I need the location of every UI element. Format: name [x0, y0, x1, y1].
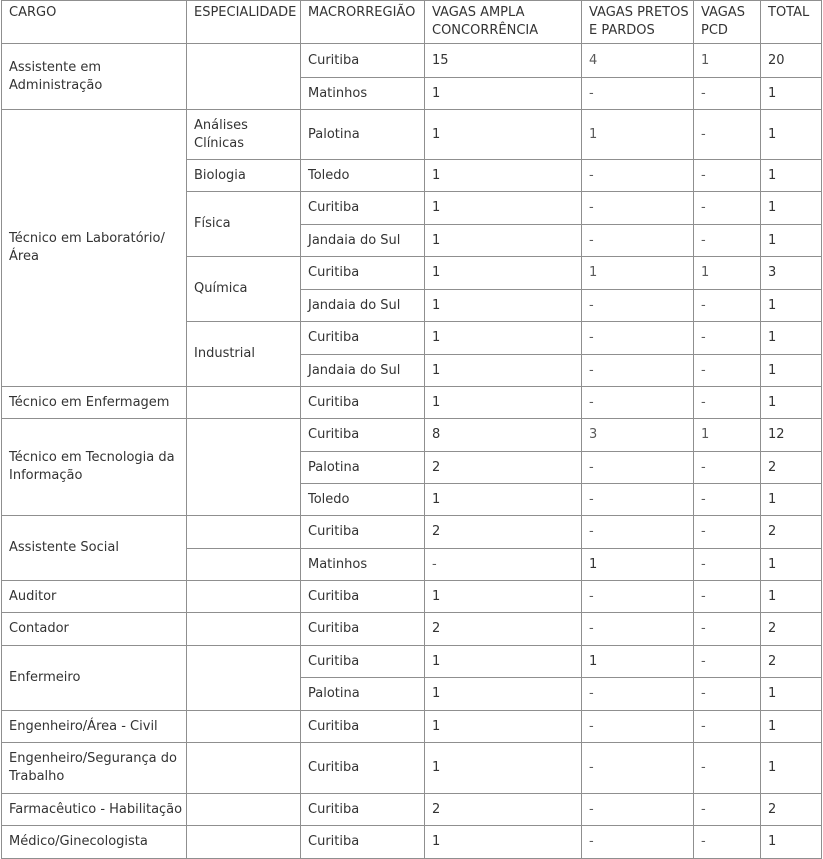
pretos-cell: - [582, 452, 694, 484]
especialidade-cell: Industrial [187, 322, 301, 387]
macro-cell: Jandaia do Sul [301, 225, 425, 257]
pcd-cell: - [694, 794, 761, 826]
table-row [2, 44, 822, 78]
pcd-cell: - [694, 192, 761, 225]
macro-cell: Palotina [301, 452, 425, 484]
header-total: TOTAL [761, 1, 822, 44]
ampla-cell: 1 [425, 290, 582, 322]
table-row [2, 387, 822, 419]
especialidade-cell [187, 549, 301, 581]
total-cell: 1 [761, 355, 822, 387]
ampla-cell: 1 [425, 646, 582, 678]
total-cell: 1 [761, 160, 822, 192]
pcd-cell: 1 [694, 44, 761, 78]
total-cell: 20 [761, 44, 822, 78]
especialidade-cell [187, 794, 301, 826]
macro-cell: Matinhos [301, 549, 425, 581]
total-cell: 1 [761, 110, 822, 160]
table-row [2, 419, 822, 452]
cargo-cell: Auditor [2, 581, 187, 613]
pcd-cell: - [694, 581, 761, 613]
pretos-cell: - [582, 581, 694, 613]
macro-cell: Toledo [301, 484, 425, 516]
pcd-cell: - [694, 355, 761, 387]
ampla-cell: 8 [425, 419, 582, 452]
table-row [2, 826, 822, 859]
cargo-cell: Engenheiro/Segurança do Trabalho [2, 743, 187, 794]
pcd-cell: - [694, 387, 761, 419]
total-cell: 1 [761, 678, 822, 711]
ampla-cell: 1 [425, 257, 582, 290]
pretos-cell: - [582, 387, 694, 419]
especialidade-cell: Física [187, 192, 301, 257]
especialidade-cell [187, 646, 301, 711]
macro-cell: Palotina [301, 678, 425, 711]
header-macrorregiao: MACRORREGIÃO [301, 1, 425, 44]
especialidade-cell [187, 826, 301, 859]
cargo-cell: Engenheiro/Área - Civil [2, 711, 187, 743]
pcd-cell: - [694, 110, 761, 160]
especialidade-cell [187, 516, 301, 549]
ampla-cell: 1 [425, 581, 582, 613]
pcd-cell: - [694, 290, 761, 322]
especialidade-cell [187, 44, 301, 110]
ampla-cell: 2 [425, 452, 582, 484]
macro-cell: Curitiba [301, 322, 425, 355]
pretos-cell: - [582, 225, 694, 257]
especialidade-cell: Análises Clínicas [187, 110, 301, 160]
pretos-cell: - [582, 322, 694, 355]
pcd-cell: - [694, 484, 761, 516]
macro-cell: Jandaia do Sul [301, 355, 425, 387]
pcd-cell: - [694, 160, 761, 192]
ampla-cell: 1 [425, 192, 582, 225]
cargo-cell: Assistente em Administração [2, 44, 187, 110]
macro-cell: Curitiba [301, 257, 425, 290]
ampla-cell: 2 [425, 613, 582, 646]
especialidade-cell: Biologia [187, 160, 301, 192]
pretos-cell: - [582, 613, 694, 646]
header-especialidade: ESPECIALIDADE [187, 1, 301, 44]
ampla-cell: 1 [425, 387, 582, 419]
pretos-cell: - [582, 192, 694, 225]
especialidade-cell [187, 419, 301, 516]
pcd-cell: - [694, 711, 761, 743]
total-cell: 1 [761, 549, 822, 581]
total-cell: 2 [761, 646, 822, 678]
total-cell: 3 [761, 257, 822, 290]
header-vagas-pcd: VAGAS PCD [694, 1, 761, 44]
macro-cell: Matinhos [301, 78, 425, 110]
ampla-cell: 1 [425, 322, 582, 355]
pretos-cell: 1 [582, 257, 694, 290]
total-cell: 1 [761, 387, 822, 419]
pretos-cell: - [582, 78, 694, 110]
header-row [2, 1, 822, 44]
total-cell: 2 [761, 452, 822, 484]
pretos-cell: - [582, 711, 694, 743]
cargo-cell: Médico/Ginecologista [2, 826, 187, 859]
ampla-cell: 15 [425, 44, 582, 78]
ampla-cell: 1 [425, 711, 582, 743]
pretos-cell: - [582, 743, 694, 794]
pcd-cell: - [694, 646, 761, 678]
header-vagas-pretos: VAGAS PRETOS E PARDOS [582, 1, 694, 44]
macro-cell: Curitiba [301, 613, 425, 646]
table-row [2, 743, 822, 794]
macro-cell: Curitiba [301, 192, 425, 225]
especialidade-cell: Química [187, 257, 301, 322]
total-cell: 1 [761, 581, 822, 613]
pretos-cell: - [582, 516, 694, 549]
cargo-cell: Farmacêutico - Habilitação [2, 794, 187, 826]
macro-cell: Curitiba [301, 387, 425, 419]
vagas-table [1, 0, 822, 859]
pcd-cell: - [694, 826, 761, 859]
table-row [2, 711, 822, 743]
ampla-cell: 1 [425, 355, 582, 387]
pretos-cell: - [582, 290, 694, 322]
macro-cell: Curitiba [301, 581, 425, 613]
macro-cell: Jandaia do Sul [301, 290, 425, 322]
pretos-cell: 3 [582, 419, 694, 452]
especialidade-cell [187, 711, 301, 743]
total-cell: 1 [761, 78, 822, 110]
pcd-cell: - [694, 613, 761, 646]
cargo-cell: Enfermeiro [2, 646, 187, 711]
especialidade-cell [187, 581, 301, 613]
macro-cell: Palotina [301, 110, 425, 160]
pcd-cell: - [694, 549, 761, 581]
ampla-cell: 1 [425, 78, 582, 110]
total-cell: 2 [761, 613, 822, 646]
pcd-cell: - [694, 225, 761, 257]
total-cell: 1 [761, 322, 822, 355]
total-cell: 2 [761, 516, 822, 549]
pcd-cell: - [694, 322, 761, 355]
header-vagas-ampla: VAGAS AMPLA CONCORRÊNCIA [425, 1, 582, 44]
ampla-cell: 1 [425, 110, 582, 160]
total-cell: 1 [761, 484, 822, 516]
pretos-cell: - [582, 484, 694, 516]
total-cell: 1 [761, 711, 822, 743]
ampla-cell: 1 [425, 826, 582, 859]
pretos-cell: - [582, 678, 694, 711]
pcd-cell: 1 [694, 419, 761, 452]
macro-cell: Curitiba [301, 826, 425, 859]
table-row [2, 581, 822, 613]
especialidade-cell [187, 613, 301, 646]
pretos-cell: 4 [582, 44, 694, 78]
pcd-cell: - [694, 678, 761, 711]
pcd-cell: - [694, 743, 761, 794]
ampla-cell: 1 [425, 160, 582, 192]
table-row [2, 613, 822, 646]
cargo-cell: Contador [2, 613, 187, 646]
pcd-cell: 1 [694, 257, 761, 290]
macro-cell: Curitiba [301, 711, 425, 743]
pretos-cell: 1 [582, 110, 694, 160]
pretos-cell: 1 [582, 646, 694, 678]
cargo-cell: Técnico em Tecnologia da Informação [2, 419, 187, 516]
ampla-cell: 1 [425, 484, 582, 516]
pretos-cell: - [582, 826, 694, 859]
pretos-cell: - [582, 160, 694, 192]
table-row [2, 110, 822, 160]
ampla-cell: 1 [425, 743, 582, 794]
cargo-cell: Técnico em Enfermagem [2, 387, 187, 419]
macro-cell: Curitiba [301, 516, 425, 549]
ampla-cell: 2 [425, 794, 582, 826]
table-row [2, 794, 822, 826]
table-row [2, 516, 822, 549]
total-cell: 1 [761, 192, 822, 225]
ampla-cell: 2 [425, 516, 582, 549]
table-row [2, 646, 822, 678]
macro-cell: Curitiba [301, 794, 425, 826]
ampla-cell: - [425, 549, 582, 581]
especialidade-cell [187, 743, 301, 794]
cargo-cell: Assistente Social [2, 516, 187, 581]
total-cell: 1 [761, 826, 822, 859]
macro-cell: Curitiba [301, 419, 425, 452]
macro-cell: Curitiba [301, 743, 425, 794]
pretos-cell: 1 [582, 549, 694, 581]
pretos-cell: - [582, 355, 694, 387]
pretos-cell: - [582, 794, 694, 826]
pcd-cell: - [694, 78, 761, 110]
total-cell: 1 [761, 290, 822, 322]
macro-cell: Curitiba [301, 44, 425, 78]
total-cell: 12 [761, 419, 822, 452]
macro-cell: Toledo [301, 160, 425, 192]
pcd-cell: - [694, 452, 761, 484]
header-cargo: CARGO [2, 1, 187, 44]
ampla-cell: 1 [425, 678, 582, 711]
pcd-cell: - [694, 516, 761, 549]
total-cell: 1 [761, 225, 822, 257]
cargo-cell: Técnico em Laboratório/ Área [2, 110, 187, 387]
total-cell: 2 [761, 794, 822, 826]
ampla-cell: 1 [425, 225, 582, 257]
macro-cell: Curitiba [301, 646, 425, 678]
total-cell: 1 [761, 743, 822, 794]
especialidade-cell [187, 387, 301, 419]
